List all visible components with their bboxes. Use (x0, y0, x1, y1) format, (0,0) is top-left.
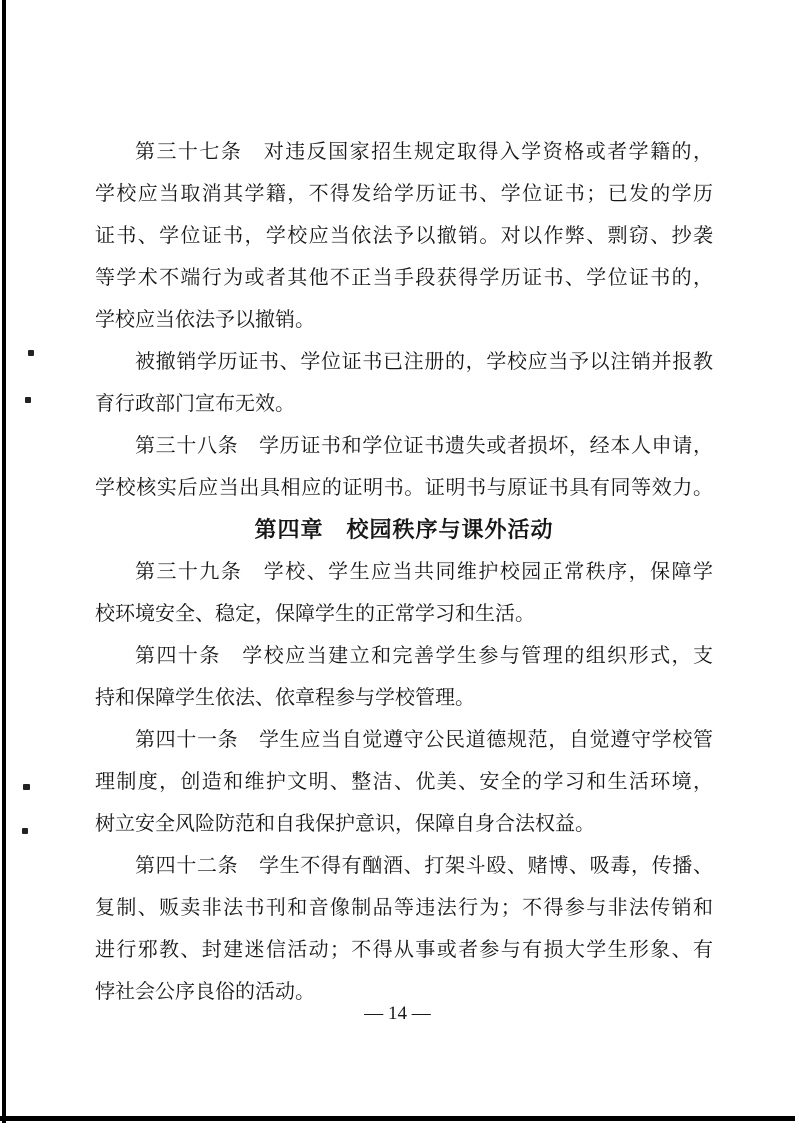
text-line: 悖社会公序良俗的活动。 (95, 981, 315, 1003)
text-line: 第三十八条 学历证书和学位证书遗失或者损坏，经本人申请， (135, 435, 713, 457)
text-line: 等学术不端行为或者其他不正当手段获得学历证书、学位证书的， (95, 267, 713, 289)
text-line: 育行政部门宣布无效。 (95, 393, 295, 415)
text-line: 第四十二条 学生不得有酗酒、打架斗殴、赌博、吸毒，传播、 (135, 855, 713, 877)
text-line: 第四十一条 学生应当自觉遵守公民道德规范，自觉遵守学校管 (135, 729, 713, 751)
text-line: 第三十七条 对违反国家招生规定取得入学资格或者学籍的， (135, 141, 713, 163)
text-line: 学校应当依法予以撤销。 (95, 309, 315, 331)
text-line: 证书、学位证书，学校应当依法予以撤销。对以作弊、剽窃、抄袭 (95, 225, 713, 247)
text-line: 被撤销学历证书、学位证书已注册的，学校应当予以注销并报教 (135, 351, 713, 373)
chapter-heading: 第四章 校园秩序与课外活动 (254, 517, 554, 542)
scan-border-left (2, 0, 6, 1123)
document-text-block (95, 131, 713, 1013)
ink-speck (23, 784, 30, 790)
page-number: — 14 — (364, 1003, 431, 1024)
text-line: 学校核实后应当出具相应的证明书。证明书与原证书具有同等效力。 (95, 477, 713, 499)
scan-border-bottom (0, 1116, 795, 1121)
ink-speck (28, 350, 34, 356)
text-line: 进行邪教、封建迷信活动；不得从事或者参与有损大学生形象、有 (95, 939, 713, 961)
text-line: 第四十条 学校应当建立和完善学生参与管理的组织形式，支 (135, 645, 713, 667)
text-line: 校环境安全、稳定，保障学生的正常学习和生活。 (95, 603, 535, 625)
text-line: 持和保障学生依法、依章程参与学校管理。 (95, 687, 475, 709)
text-line: 树立安全风险防范和自我保护意识，保障自身合法权益。 (95, 813, 595, 835)
text-line: 第三十九条 学校、学生应当共同维护校园正常秩序，保障学 (135, 561, 713, 583)
text-line: 理制度，创造和维护文明、整洁、优美、安全的学习和生活环境， (95, 771, 713, 793)
ink-speck (25, 397, 31, 403)
ink-speck (22, 828, 28, 834)
text-line: 复制、贩卖非法书刊和音像制品等违法行为；不得参与非法传销和 (95, 897, 713, 919)
text-line: 学校应当取消其学籍，不得发给学历证书、学位证书；已发的学历 (95, 183, 713, 205)
